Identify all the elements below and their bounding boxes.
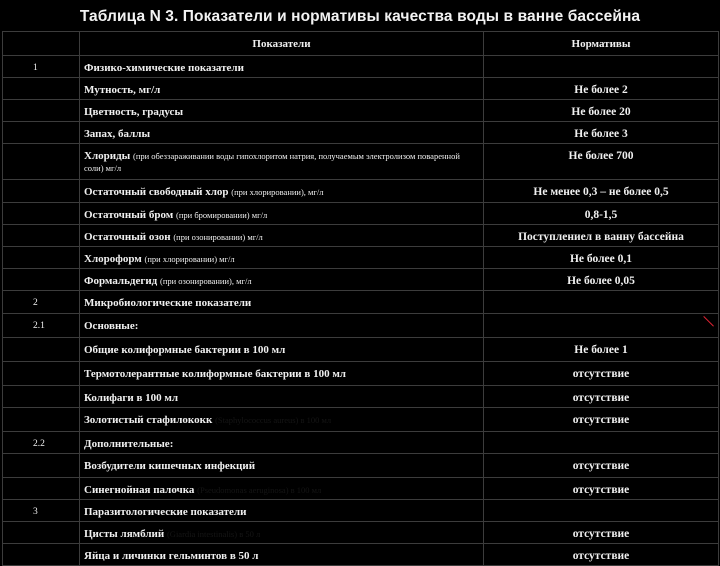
norm-value: Не более 2: [484, 78, 719, 100]
row-number: [3, 454, 80, 478]
indicator-cell: [80, 386, 484, 408]
indicator-name: Термотолерантные колиформные бактерии в 100 мл: [84, 368, 346, 380]
table-row: [3, 291, 719, 314]
indicator-name: Дополнительные:: [84, 438, 174, 450]
indicator-name: Микробиологические показатели: [84, 297, 252, 309]
norm-value: Поступлениел в ванну бассейна: [484, 225, 719, 247]
indicator-note: (при озонировании) мг/л: [173, 232, 263, 242]
indicator-note: (Staphylococcus aureus) в 100 мл: [215, 415, 332, 425]
indicator-name: Остаточный бром: [84, 209, 174, 221]
header-norm: Нормативы: [484, 32, 719, 56]
indicator-note: (при бромировании) мг/л: [176, 210, 268, 220]
norm-value: отсутствие: [484, 454, 719, 478]
row-number: [3, 386, 80, 408]
norm-value: отсутствие: [484, 386, 719, 408]
indicator-cell: [80, 454, 484, 478]
indicator-cell: [80, 500, 484, 522]
indicator-cell: [80, 56, 484, 78]
indicator-cell: [80, 362, 484, 386]
table-row: [3, 500, 719, 522]
indicator-cell: [80, 269, 484, 291]
row-number: 2: [3, 291, 80, 314]
row-number: [3, 362, 80, 386]
indicator-cell: [80, 338, 484, 362]
norm-value: [484, 56, 719, 78]
row-number: 3: [3, 500, 80, 522]
row-number: [3, 544, 80, 566]
indicator-name: Хлороформ: [84, 253, 142, 265]
norm-value: отсутствие: [484, 408, 719, 432]
table-row: [3, 269, 719, 291]
indicator-cell: [80, 314, 484, 338]
table-row: [3, 362, 719, 386]
table-row: [3, 478, 719, 500]
indicator-name: Паразитологические показатели: [84, 506, 247, 518]
indicator-name: Яйца и личинки гельминтов в 50 л: [84, 550, 259, 562]
indicator-cell: [80, 522, 484, 544]
indicator-cell: [80, 122, 484, 144]
row-number: [3, 269, 80, 291]
row-number: [3, 478, 80, 500]
norm-value: Не более 3: [484, 122, 719, 144]
row-number: [3, 203, 80, 225]
table-row: [3, 544, 719, 566]
row-number: [3, 408, 80, 432]
norm-value: [484, 432, 719, 454]
indicator-cell: [80, 225, 484, 247]
table-header-row: [3, 32, 719, 56]
page-title: Таблица N 3. Показатели и нормативы качества воды в ванне бассейна: [79, 8, 641, 25]
norm-value: отсутствие: [484, 362, 719, 386]
row-number: [3, 144, 80, 180]
indicator-name: Общие колиформные бактерии в 100 мл: [84, 344, 286, 356]
row-number: [3, 100, 80, 122]
row-number: [3, 122, 80, 144]
norm-value: Не более 0,1: [484, 247, 719, 269]
row-number: 2.2: [3, 432, 80, 454]
indicator-name: Формальдегид: [84, 275, 158, 287]
header-num-cell: [3, 32, 80, 56]
indicator-name: Мутность, мг/л: [84, 84, 161, 96]
norm-value: Не более 1: [484, 338, 719, 362]
indicator-note: (Giardia intestinalis) в 50 л: [166, 529, 261, 539]
norm-value: Не более 700: [484, 144, 719, 180]
norm-value: Не более 20: [484, 100, 719, 122]
table-row: [3, 122, 719, 144]
indicator-cell: [80, 291, 484, 314]
indicator-name: Запах, баллы: [84, 128, 151, 140]
table-row: [3, 225, 719, 247]
indicator-note: (Pseudomonas aeruginosa) в 100 мл: [197, 485, 322, 495]
indicator-name: Цветность, градусы: [84, 106, 184, 118]
indicator-cell: [80, 180, 484, 203]
indicator-cell: [80, 203, 484, 225]
indicator-name: Колифаги в 100 мл: [84, 392, 179, 404]
indicator-name: Золотистый стафилококк: [84, 414, 213, 426]
indicator-note: (при хлорировании), мг/л: [231, 187, 324, 197]
row-number: 1: [3, 56, 80, 78]
indicator-cell: [80, 544, 484, 566]
row-number: [3, 180, 80, 203]
norm-value: [484, 314, 719, 338]
header-name: Показатели: [80, 32, 484, 56]
row-number: [3, 338, 80, 362]
norm-value: Не более 0,05: [484, 269, 719, 291]
table-row: [3, 432, 719, 454]
table-row: [3, 314, 719, 338]
row-number: [3, 225, 80, 247]
indicator-name: Остаточный озон: [84, 231, 171, 243]
table-row: [3, 144, 719, 180]
indicator-note: (при обеззараживании воды гипохлоритом натрия, получаемым электролизом поваренной соли) мг/л: [84, 151, 460, 173]
indicator-note: (при озонировании), мг/л: [160, 276, 252, 286]
norm-value: отсутствие: [484, 522, 719, 544]
indicator-name: Основные:: [84, 320, 139, 332]
norm-value: отсутствие: [484, 478, 719, 500]
table-row: [3, 247, 719, 269]
indicator-cell: [80, 478, 484, 500]
table-row: [3, 100, 719, 122]
row-number: [3, 247, 80, 269]
indicator-cell: [80, 432, 484, 454]
indicator-cell: [80, 100, 484, 122]
indicator-note: (при хлорировании) мг/л: [144, 254, 235, 264]
table-row: [3, 203, 719, 225]
norm-value: [484, 291, 719, 314]
table-row: [3, 522, 719, 544]
table-row: [3, 454, 719, 478]
water-quality-table: [2, 31, 719, 566]
row-number: 2.1: [3, 314, 80, 338]
row-number: [3, 78, 80, 100]
row-number: [3, 522, 80, 544]
table-row: [3, 78, 719, 100]
indicator-cell: [80, 408, 484, 432]
indicator-name: Остаточный свободный хлор: [84, 186, 229, 198]
indicator-name: Возбудители кишечных инфекций: [84, 460, 256, 472]
indicator-name: Физико-химические показатели: [84, 62, 244, 74]
table-row: [3, 180, 719, 203]
indicator-cell: [80, 144, 484, 180]
norm-value: 0,8-1,5: [484, 203, 719, 225]
indicator-name: Цисты лямблий: [84, 528, 165, 540]
indicator-name: Синегнойная палочка: [84, 484, 195, 496]
table-row: [3, 56, 719, 78]
norm-value: Не менее 0,3 – не более 0,5: [484, 180, 719, 203]
norm-value: отсутствие: [484, 544, 719, 566]
indicator-cell: [80, 78, 484, 100]
table-row: [3, 386, 719, 408]
table-row: [3, 408, 719, 432]
norm-value: [484, 500, 719, 522]
table-row: [3, 338, 719, 362]
indicator-name: Хлориды: [84, 150, 131, 162]
indicator-cell: [80, 247, 484, 269]
